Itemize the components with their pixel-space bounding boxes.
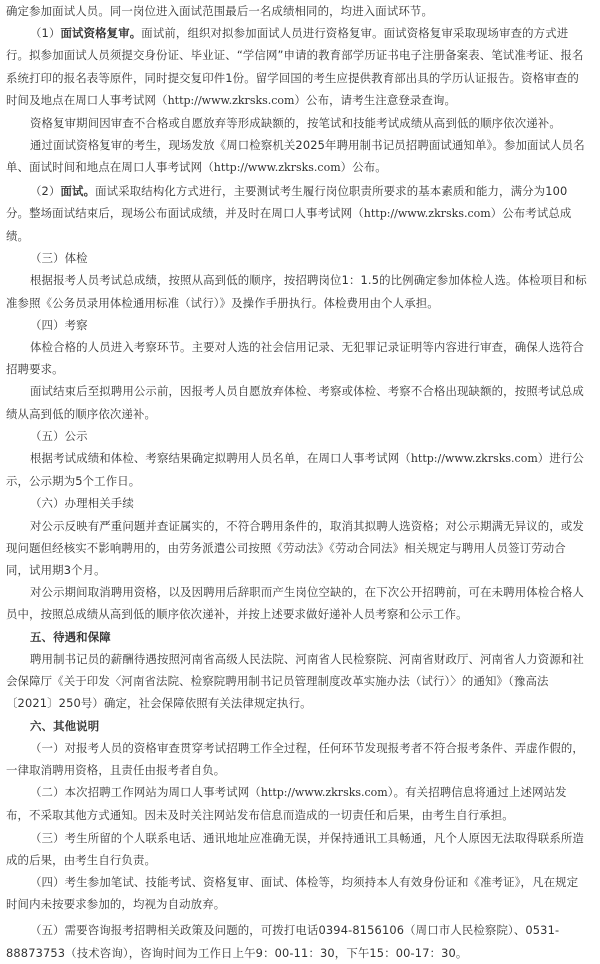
text-segment: 根据考试成绩和体检、考察结果确定拟聘用人员名单，在周口人事考试网（ xyxy=(30,451,411,466)
text-segment: ）公布，请考生注意登录查询。 xyxy=(294,92,457,107)
paragraph-p09 xyxy=(6,380,588,424)
paragraph-p08 xyxy=(6,336,588,380)
paragraph-p22 xyxy=(6,919,588,963)
text-segment: 资格复审期间因审查不合格或自愿放弃等形成缺额的，按笔试和技能考试成绩从高到低的顺序依次递补。 xyxy=(30,116,561,131)
text-segment: （五）需要咨询报考招聘相关政策及问题的，可拨打电话0394-8156106（周口市人民检察院）、0531-88873753（技术咨询），咨询时间为工作日上午9：00-11：30，下午15：00-17：30。 xyxy=(6,923,560,960)
text-segment: （二）本次招聘工作网站为周口人事考试网（ xyxy=(30,785,261,800)
text-segment: （四）考察 xyxy=(30,317,88,332)
text-segment: （四）考生参加笔试、技能考试、资格复审、面试、体检等，均须持本人有效身份证和《准考证》，凡在规定时间内未按要求参加的，均视为自动放弃。 xyxy=(6,874,579,912)
paragraph-p13 xyxy=(6,515,588,582)
text-segment: ）进行公示，公示期为5个工作日。 xyxy=(6,451,584,489)
text-segment: 体检合格的人员进入考察环节。主要对人选的社会信用记录、无犯罪记录证明等内容进行审查，确保人选符合招聘要求。 xyxy=(6,340,584,377)
text-segment: （五）公示 xyxy=(30,428,88,443)
paragraph-p19 xyxy=(6,781,588,826)
text-segment: ）。有关招聘信息将通过上述网站发布，不采取其他方式通知。因未及时关注网站发布信息而造成的一切责任和后果，由考生自行承担。 xyxy=(6,785,567,823)
bold-heading: 五、待遇和保障 xyxy=(30,629,111,644)
paragraph-p10 xyxy=(6,425,588,447)
paragraph-p21 xyxy=(6,871,588,915)
paragraph-p16 xyxy=(6,648,588,715)
text-segment: ）公布考试总成绩。 xyxy=(6,205,572,244)
paragraph-p05 xyxy=(6,247,588,269)
paragraph-p18 xyxy=(6,737,588,781)
website-url: http://www.zkrsks.com xyxy=(213,161,341,175)
paragraph-p00 xyxy=(6,0,588,22)
text-segment: （三）体检 xyxy=(30,251,88,266)
paragraph-p01 xyxy=(6,22,588,112)
bold-heading: 六、其他说明 xyxy=(30,718,100,733)
bold-heading: 面试。 xyxy=(60,183,96,198)
text-segment: 面试前，组织对拟参加面试人员进行资格复审。面试资格复审采取现场审查的方式进行。拟参加面试人员须提交身份证、毕业证、“学信网”申请的教育部学历证书电子注册备案表、笔试准考证、报名系统打印的报名表等原件，同时提交复印件1份。留学回国的考生应提供教育部出具的学历认证报告。资格审查的时间及地点在周口人事考试网（ xyxy=(6,26,584,107)
text-segment: 根据报考人员考试总成绩，按照从高到低的顺序，按招聘岗位1：1.5的比例确定参加体检人选。体检项目和标准参照《公务员录用体检通用标准（试行）》及操作手册执行。体检费用由个人承担。 xyxy=(6,273,587,310)
text-segment: 聘用制书记员的薪酬待遇按照河南省高级人民法院、河南省人民检察院、河南省财政厅、河南省人力资源和社会保障厅《关于印发〈河南省法院、检察院聘用制书记员管理制度改革实施办法（试行）〉的通知》（豫高法〔2021〕250号）确定，社会保障依照有关法律规定执行。 xyxy=(6,651,584,711)
paragraph-p14 xyxy=(6,581,588,625)
text-segment: （一）对报考人员的资格审查贯穿考试招聘工作全过程，任何环节发现报考者不符合报考条件、弄虚作假的，一律取消聘用资格，且责任由报考者自负。 xyxy=(6,740,584,777)
website-url: http://www.zkrsks.com xyxy=(260,786,388,800)
text-segment: 通过面试资格复审的考生，现场发放《周口检察机关2025年聘用制书记员招聘面试通知单》。参加面试人员名单、面试时间和地点在周口人事考试网（ xyxy=(6,138,585,175)
text-segment: （2） xyxy=(30,183,61,198)
paragraph-p11 xyxy=(6,447,588,492)
paragraph-p12 xyxy=(6,492,588,514)
paragraph-p17 xyxy=(6,715,588,737)
paragraph-p15 xyxy=(6,626,588,648)
text-segment: 对公示期间取消聘用资格，以及因聘用后辞职而产生岗位空缺的，在下次公开招聘前，可在未聘用体检合格人员中，按照总成绩从高到低的顺序依次递补，并按上述要求做好递补人员考察和公示工作。 xyxy=(6,585,584,622)
text-segment: 面试采取结构化方式进行，主要测试考生履行岗位职责所要求的基本素质和能力，满分为100分。整场面试结束后，现场公布面试成绩，并及时在周口人事考试网（ xyxy=(6,183,568,220)
paragraph-p06 xyxy=(6,269,588,313)
text-segment: 确定参加面试人员。同一岗位进入面试范围最后一名成绩相同的，均进入面试环节。 xyxy=(6,4,434,18)
website-url: http://www.zkrsks.com xyxy=(363,206,491,220)
text-segment: ）公布。 xyxy=(340,160,387,175)
bold-heading: 面试资格复审。 xyxy=(60,26,142,41)
text-segment: （1） xyxy=(30,26,61,41)
paragraph-p03 xyxy=(6,134,588,179)
website-url: http://www.zkrsks.com xyxy=(410,452,538,466)
website-url: http://www.zkrsks.com xyxy=(167,93,295,107)
paragraph-p20 xyxy=(6,827,588,871)
text-segment: （三）考生所留的个人联系电话、通讯地址应准确无误，并保持通讯工具畅通，凡个人原因无法取得联系所造成的后果，由考生自行负责。 xyxy=(6,830,584,867)
paragraph-p04 xyxy=(6,180,588,248)
text-segment: （六）办理相关手续 xyxy=(30,496,134,511)
text-segment: 对公示反映有严重问题并查证属实的，不符合聘用条件的，取消其拟聘人选资格；对公示期满无异议的，或发现问题但经核实不影响聘用的，由劳务派遣公司按照《劳动法》《劳动合同法》相关规定与聘用人员签订劳动合同，试用期3个月。 xyxy=(6,518,584,578)
paragraph-p02 xyxy=(6,112,588,134)
text-segment: 面试结束后至拟聘用公示前，因报考人员自愿放弃体检、考察或体检、考察不合格出现缺额的，按照考试总成绩从高到低的顺序依次递补。 xyxy=(6,384,584,421)
paragraph-p07 xyxy=(6,314,588,336)
